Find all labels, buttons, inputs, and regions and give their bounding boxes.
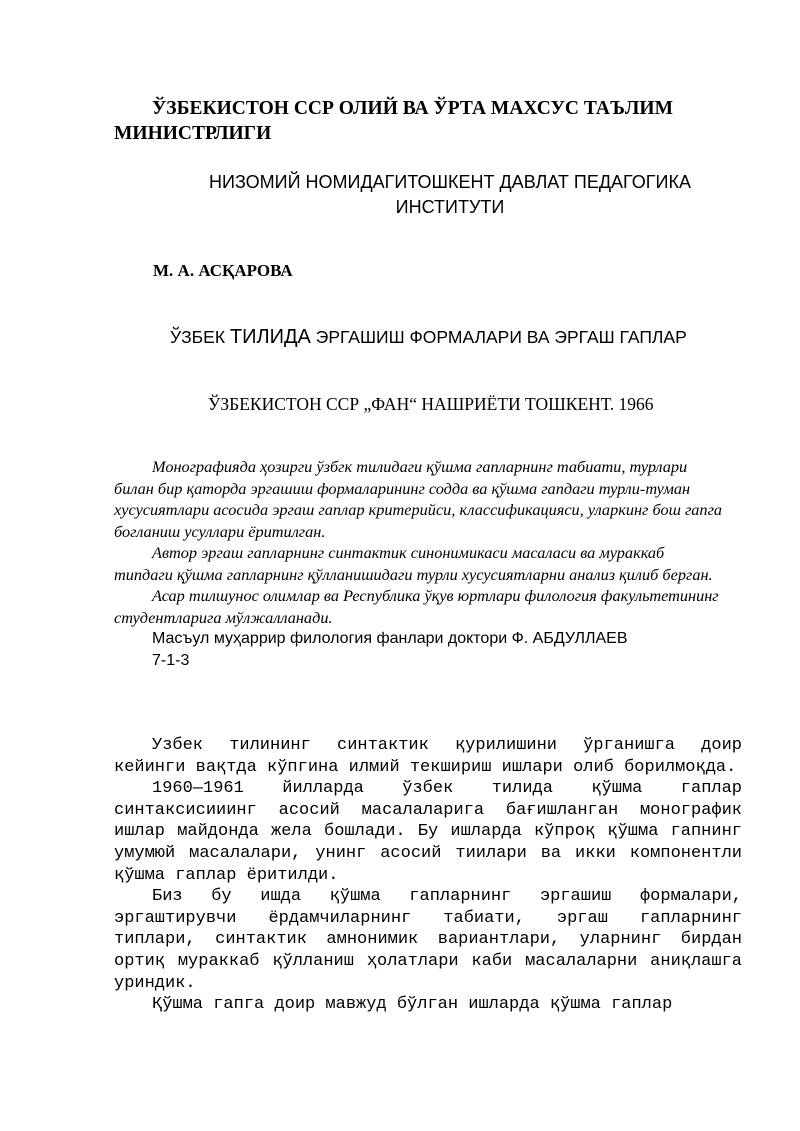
abstract-paragraph-1: Монографияда ҳозирги ўзбгк тилидаги қўшма гапларнинг табиати, турлари билан бир қаторда эргашиш формаларининг содда ва қўшма гапдаги турли-туман хусусиятлари асосида эргаш гаплар критерийси, классификацияси, уларкинг бош гапга богланиш усуллари ёритилган. (114, 457, 723, 541)
author-name: М. А. АСҚАРОВА (153, 261, 293, 280)
ministry-heading: ЎЗБЕКИСТОН ССР ОЛИЙ ВА ЎРТА МАХСУС ТАЪЛИМ МИНИСТРЛИГИ (114, 98, 673, 144)
book-title-part-2: ТИЛИДА (229, 326, 311, 348)
institute-line-1: НИЗОМИЙ НОМИДАГИТОШКЕНТ ДАВЛАТ ПЕДАГОГИКА (209, 172, 691, 192)
responsible-editor: Масъул муҳаррир филология фанлари доктори Ф. АБДУЛЛАЕВ (152, 630, 628, 647)
institute-line-2: ИНСТИТУТИ (395, 197, 505, 217)
body-paragraph-3: Биз бу ишда қўшма гапларнинг эргашиш формалари, эргаштирувчи ёрдамчиларнинг табиати, эргаш гапларнинг типлари, синтактик амнонимик вариантлари, уларнинг бирдан ортиқ мураккаб қўлланиш ҳолатлари каби масалаларни аниқлашга уриндик. (114, 887, 742, 993)
body-paragraph-4: Қўшма гапга доир мавжуд бўлган ишларда қўшма гаплар (152, 995, 673, 1015)
body-paragraph-2: 1960—1961 йилларда ўзбек тилида қўшма гаплар синтаксисииинг асосий масалаларига бағишланган монографик ишлар майдонда жела бошлади. Бу ишларда кўпроқ қўшма гапнинг умумюй масалалари, унинг асосий тиилари ва икки компонентли қўшма гаплар ёритилди. (114, 779, 742, 885)
book-title (170, 325, 770, 349)
publisher-line: ЎЗБЕКИСТОН ССР „ФАН“ НАШРИЁТИ ТОШКЕНТ. 1966 (208, 394, 654, 414)
abstract-paragraph-3: Асар тилшунос олимлар ва Республика ўқув юртлари филология факультетининг студентларига мўлжалланади. (114, 586, 719, 627)
catalog-code: 7-1-3 (152, 651, 190, 669)
body-paragraph-1: Узбек тилининг синтактик қурилишини ўрганишга доир кейинги вақтда кўпгина илмий текшириш ишлари олиб борилмоқда. (114, 736, 742, 777)
abstract-paragraph-2: Автор эргаш гапларнинг синтактик синонимикаси масаласи ва мураккаб типдаги қўшма гапларнинг қўлланишидаги турли хусусиятларни анализ қилиб берган. (114, 543, 713, 584)
body-text (114, 735, 742, 1016)
institute-heading (150, 170, 750, 220)
book-title-part-1: ЎЗБЕК (170, 327, 230, 347)
abstract (114, 456, 724, 671)
book-title-part-3: ЭРГАШИШ ФОРМАЛАРИ ВА ЭРГАШ ГАПЛАР (310, 327, 687, 347)
